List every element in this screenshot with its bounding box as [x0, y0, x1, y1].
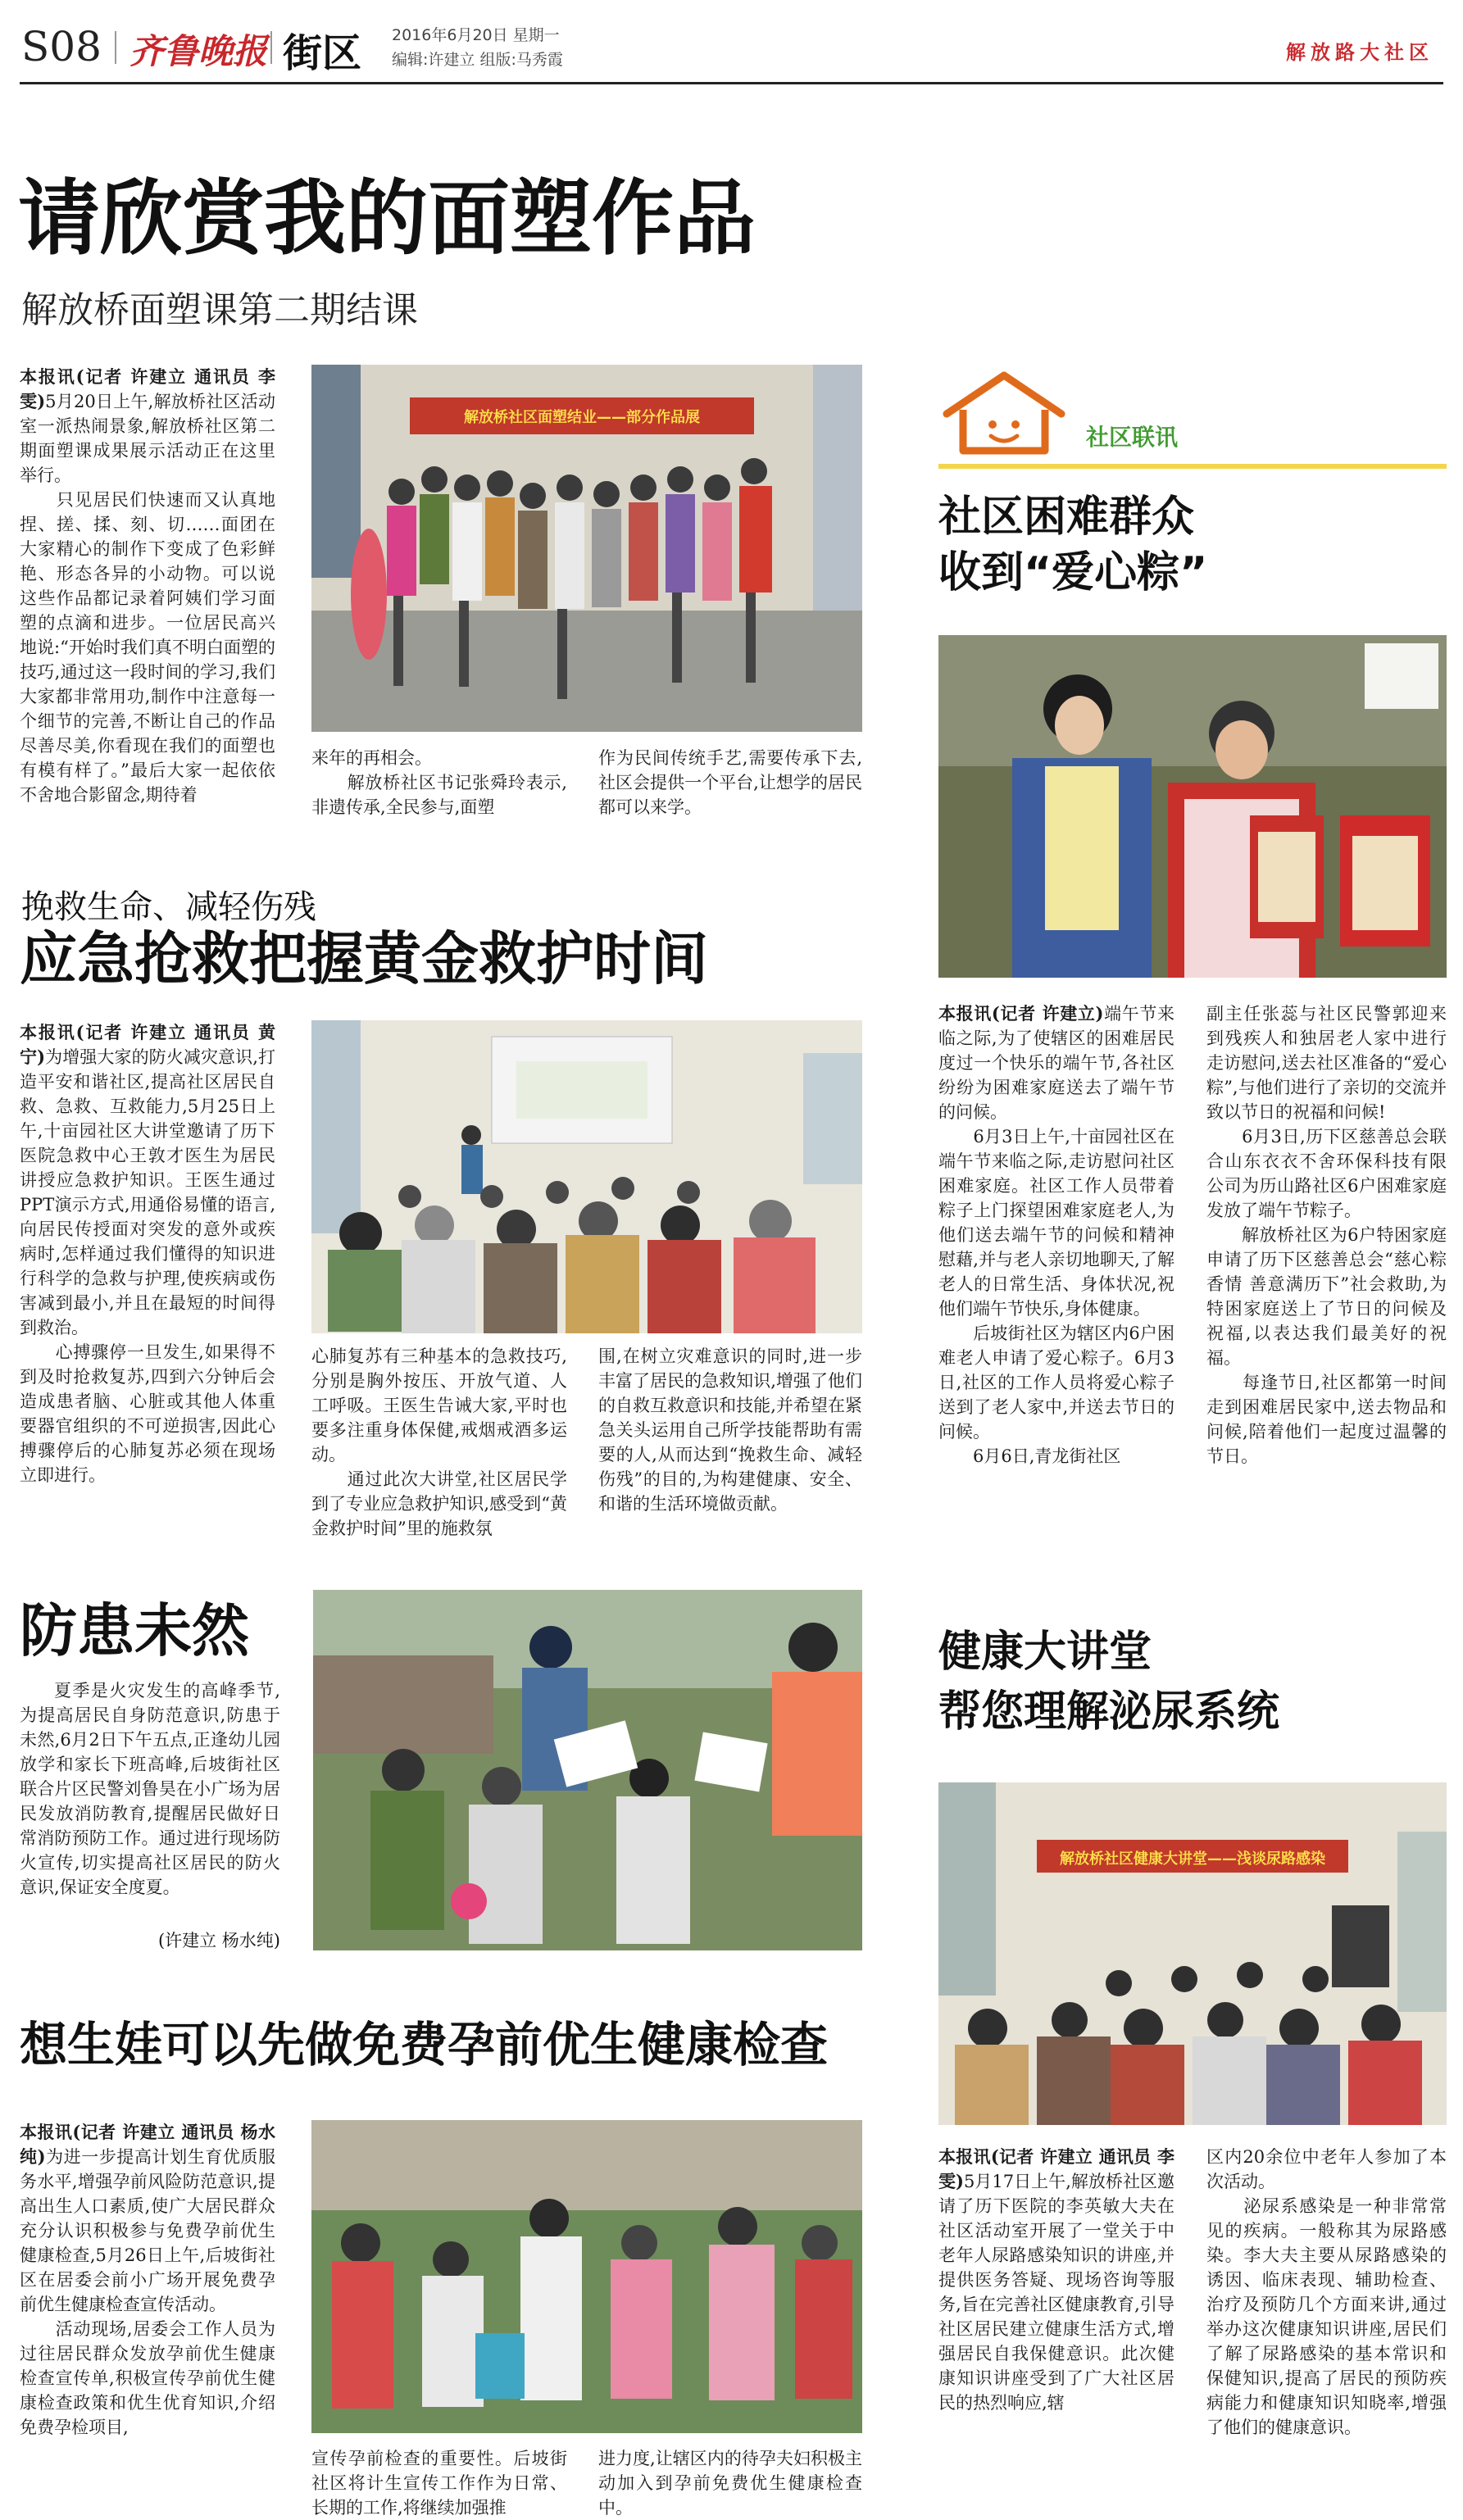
story1-photo	[311, 365, 862, 732]
story6-title-line2: 帮您理解泌尿系统	[938, 1687, 1280, 1737]
story4-col2: 宣传孕前检查的重要性。后坡街社区将计生宣传工作作为日常、长期的工作,将继续加强推	[311, 2449, 567, 2518]
header-divider	[115, 31, 116, 64]
story2-photo	[311, 1020, 862, 1333]
column-label-block	[938, 369, 1447, 469]
story4-byline: 本报讯(记者 许建立 通讯员 杨水纯)	[20, 2122, 275, 2167]
story2-col3: 围,在树立灾难意识的同时,进一步丰富了居民的急救知识,增强了他们的自救互救意识和技能,并希望在紧急关头运用自己所学技能帮助有需要的人,从而达到“挽救生命、减轻伤残”的目的,为构建健康、安全、和谐的生活环境做贡献。	[598, 1346, 862, 1514]
story1-col1	[20, 365, 275, 840]
story1-photo-banner: 解放桥社区面塑结业——部分作品展	[464, 409, 700, 426]
story6-col2: 区内20余位中老年人参加了本次活动。 泌尿系感染是一种非常常见的疾病。一般称其为尿路感染。李大夫主要从尿路感染的诱因、临床表现、辅助检查、治疗及预防几个方面来讲,通过举办这次健康知识讲座,居民们了解了尿路感染的基本常识和保健知识,提高了居民的预防疾病能力和健康知识知晓率,增强了他们的健康意识。	[1206, 2147, 1447, 2437]
story4-photo	[311, 2120, 862, 2433]
story6-title-line1: 健康大讲堂	[938, 1628, 1152, 1677]
story1-col2: 来年的再相会。 解放桥社区书记张舜玲表示,非遗传承,全民参与,面塑	[311, 748, 567, 817]
story6-col1	[938, 2145, 1174, 2505]
story4-col1	[20, 2120, 275, 2505]
story2-col1-text: 为增强大家的防火减灾意识,打造平安和谐社区,提高社区居民自救、急救、互救能力,5月25日上午,十亩园社区大讲堂邀请了历下医院急救中心王敦才医生为居民讲授应急救护知识。王医生通过PPT演示方式,用通俗易懂的语言,向居民传授面对突发的意外或疾病时,怎样通过我们懂得的知识进行科学的急救与护理,使疾病或伤害减到最小,并且在最短的时间得到救治。 心搏骤停一旦发生,如果得不到及时抢救复苏,四到六分钟后会造成患者脑、心脏或其他人体重要器官组织的不可逆损害,因此心搏骤停后的心肺复苏必须在现场立即进行。	[20, 1047, 275, 1485]
story5-col1-text: 端午节来临之际,为了使辖区的困难居民度过一个快乐的端午节,各社区纷纷为困难家庭送去了端午节的问候。 6月3日上午,十亩园社区在端午节来临之际,走访慰问社区困难家庭。社区工作人员带着粽子上门探望困难家庭老人,为他们送去端午节的问候和精神慰藉,并与老人亲切地聊天,了解老人的日常生活、身体状况,祝他们端午节快乐,身体健康。 后坡街社区为辖区内6户困难老人申请了爱心粽子。6月3日,社区的工作人员将爱心粽子送到了老人家中,并送去节日的问候。 6月6日,青龙街社区	[938, 1004, 1175, 1466]
story5-col1	[938, 1001, 1174, 1542]
story4-col3: 进力度,让辖区内的待孕夫妇积极主动加入到孕前免费优生健康检查中。	[598, 2449, 862, 2518]
page-header	[0, 0, 1463, 86]
paper-logo: 齐鲁晚报	[129, 31, 268, 71]
story6-photo	[938, 1782, 1447, 2125]
page-number: S08	[21, 23, 102, 70]
story1-col3: 作为民间传统手艺,需要传承下去,社区会提供一个平台,让想学的居民都可以来学。	[598, 748, 862, 817]
issue-date: 2016年6月20日 星期一	[392, 26, 560, 44]
story6-photo-banner: 解放桥社区健康大讲堂——浅谈尿路感染	[1060, 1850, 1325, 1868]
story1-col1-text: 5月20日上午,解放桥社区活动室一派热闹景象,解放桥社区第二期面塑课成果展示活动正在这里举行。 只见居民们快速而又认真地捏、搓、揉、刻、切……面团在大家精心的制作下变成了色彩鲜艳、形态各异的小动物。可以说这些作品都记录着阿姨们学习面塑的点滴和进步。一位居民高兴地说:“开始时我们真不明白面塑的技巧,通过这一段时间的学习,我们大家都非常用功,制作中注意每一个细节的完善,不断让自己的作品尽善尽美,你看现在我们的面塑也有模有样了。”最后大家一起依依不舍地合影留念,期待着	[20, 392, 275, 805]
story2-col2: 心肺复苏有三种基本的急救技巧,分别是胸外按压、开放气道、人工呼吸。王医生告诫大家,平时也要多注重身体保健,戒烟戒酒多运动。 通过此次大讲堂,社区居民学到了专业应急救护知识,感受到“黄金救护时间”里的施救氛	[311, 1346, 567, 1538]
story2-title: 应急抢救把握黄金救护时间	[20, 925, 708, 992]
story3-body: 夏季是火灾发生的高峰季节,为提高居民自身防范意识,防患于未然,6月2日下午五点,正逢幼儿园放学和家长下班高峰,后坡街社区联合片区民警刘鲁昊在小广场为居民发放消防教育,提醒居民做好日常消防预防工作。通过进行现场防火宣传,切实提高社区居民的防火意识,保证安全度夏。	[20, 1681, 280, 1897]
story4-col1-text: 为进一步提高计划生育优质服务水平,增强孕前风险防范意识,提高出生人口素质,使广大居民群众充分认识积极参与免费孕前优生健康检查,5月26日上午,后坡街社区在居委会前小广场开展免费孕前优生健康检查宣传活动。 活动现场,居委会工作人员为过往居民群众发放孕前优生健康检查宣传单,积极宣传孕前优生健康检查政策和优生优育知识,介绍免费孕检项目,	[20, 2147, 276, 2437]
edition-name: 解放路大社区	[1286, 41, 1433, 64]
story4-title: 想生娃可以先做免费孕前优生健康检查	[20, 2017, 829, 2073]
house-icon	[938, 369, 1070, 459]
story3-credit: (许建立 杨水纯)	[157, 1931, 280, 1950]
story5-title-line1: 社区困难群众	[938, 493, 1195, 542]
story1-byline: 本报讯(记者 许建立 通讯员 李雯)	[20, 366, 275, 411]
story1-title: 请欣赏我的面塑作品	[18, 170, 756, 266]
section-name: 街区	[283, 30, 362, 76]
story3-title: 防患未然	[20, 1597, 249, 1664]
column-label-rule	[938, 464, 1447, 469]
column-label: 社区联讯	[1086, 424, 1179, 451]
story5-photo	[938, 635, 1447, 978]
story6-byline: 本报讯(记者 许建立 通讯员 李雯)	[938, 2146, 1174, 2191]
header-divider-2	[270, 31, 272, 64]
header-rule	[20, 82, 1443, 84]
story5-title-line2: 收到“爱心粽”	[938, 548, 1208, 597]
story2-byline: 本报讯(记者 许建立 通讯员 黄宁)	[20, 1022, 275, 1067]
editors-line: 编辑:许建立 组版:马秀霞	[392, 51, 563, 69]
story3-photo	[313, 1590, 862, 1950]
story6-col1-text: 5月17日上午,解放桥社区邀请了历下医院的李英敏大夫在社区活动室开展了一堂关于中老年人尿路感染知识的讲座,并提供医务答疑、现场咨询等服务,旨在完善社区健康教育,引导社区居民建立健康生活方式,增强居民自我保健意识。此次健康知识讲座受到了广大社区居民的热烈响应,辖	[938, 2172, 1174, 2413]
story1-subtitle: 解放桥面塑课第二期结课	[21, 289, 418, 331]
story2-kicker: 挽救生命、减轻伤残	[21, 888, 316, 926]
story5-col2: 副主任张蕊与社区民警郭迎来到残疾人和独居老人家中进行走访慰问,送去社区准备的“爱心粽”,与他们进行了亲切的交流并致以节日的祝福和问候! 6月3日,历下区慈善总会联合山东衣衣不舍环保科技有限公司为历山路社区6户困难家庭发放了端午节粽子。 解放桥社区为6户特困家庭申请了历下区慈善总会“慈心粽香情 善意满历下”社会救助,为特困家庭送上了节日的问候及祝福,以表达我们最美好的祝福。 每逢节日,社区都第一时间走到困难居民家中,送去物品和问候,陪着他们一起度过温馨的节日。	[1206, 1004, 1447, 1466]
story5-byline: 本报讯(记者 许建立)	[938, 1003, 1104, 1024]
